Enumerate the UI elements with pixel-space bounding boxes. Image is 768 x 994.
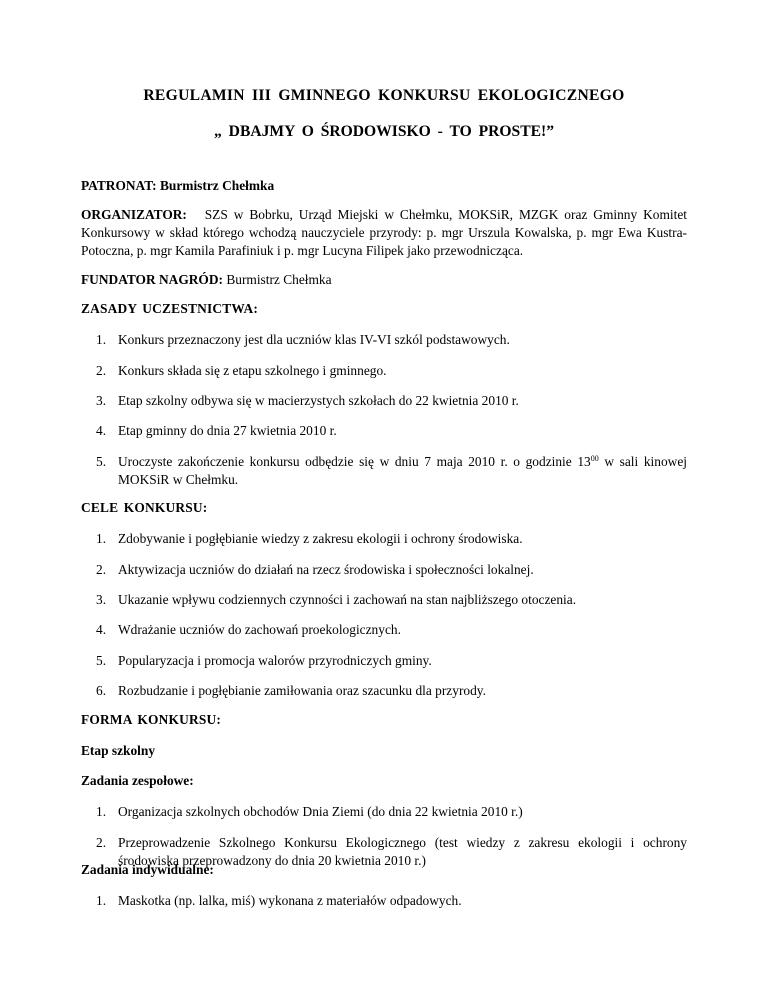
list-number: 2.: [96, 363, 107, 378]
list-number: 4.: [96, 423, 107, 438]
list-text: Rozbudzanie i pogłębianie zamiłowania oraz szacunku dla przyrody.: [118, 683, 486, 698]
organizator-value: SZS w Bobrku, Urząd Miejski w Chełmku, MOKSiR, MZGK oraz Gminny Komitet Konkursowy w skład którego wchodzą nauczyciele przyrody: p. mgr Urszula Kowalska, p. mgr Ewa Kustra-Potoczna, p. mgr Kamila Parafiniuk i p. mgr Lucyna Filipek jako przewodnicząca.: [81, 207, 687, 258]
organizator-paragraph: [81, 206, 687, 260]
patronat-label: PATRONAT:: [81, 178, 157, 193]
list-item: [96, 682, 687, 700]
etap-heading: Etap szkolny: [81, 743, 156, 758]
list-text: Przeprowadzenie Szkolnego Konkursu Ekologicznego (test wiedzy z zakresu ekologii i ochrony środowiska przeprowadzony do dnia 20 kwietnia 2010 r.): [118, 835, 687, 868]
time-superscript: 00: [590, 454, 599, 463]
list-number: 3.: [96, 393, 107, 408]
list-item: [96, 621, 687, 639]
fundator-line: [81, 271, 687, 289]
list-item: [96, 362, 687, 380]
indywidualne-heading: Zadania indywidualne:: [81, 862, 214, 877]
zespolowe-heading: Zadania zespołowe:: [81, 773, 194, 788]
list-text: Maskotka (np. lalka, miś) wykonana z materiałów odpadowych.: [118, 893, 462, 908]
list-number: 5.: [96, 454, 107, 469]
list-number: 1.: [96, 332, 107, 347]
list-item: [96, 892, 687, 910]
list-number: 1.: [96, 804, 107, 819]
list-text: Ukazanie wpływu codziennych czynności i zachowań na stan najbliższego otoczenia.: [118, 592, 577, 607]
list-item: [96, 331, 687, 349]
list-number: 2.: [96, 835, 107, 850]
list-text: Konkurs przeznaczony jest dla uczniów klas IV-VI szkól podstawowych.: [118, 332, 510, 347]
list-text: Etap gminny do dnia 27 kwietnia 2010 r.: [118, 423, 337, 438]
list-text: Aktywizacja uczniów do działań na rzecz środowiska i społeczności lokalnej.: [118, 562, 534, 577]
list-item: [96, 803, 687, 821]
fundator-value: Burmistrz Chełmka: [222, 272, 332, 287]
list-item: [96, 652, 687, 670]
list-number: 3.: [96, 592, 107, 607]
list-number: 6.: [96, 683, 107, 698]
list-text: Organizacja szkolnych obchodów Dnia Ziemi (do dnia 22 kwietnia 2010 r.): [118, 804, 523, 819]
zasady-heading: ZASADY UCZESTNICTWA:: [81, 301, 259, 316]
patronat-line: [81, 177, 687, 195]
document-title: REGULAMIN III GMINNEGO KONKURSU EKOLOGICZNEGO: [143, 87, 625, 104]
list-text: Popularyzacja i promocja walorów przyrodniczych gminy.: [118, 653, 432, 668]
list-text: Wdrażanie uczniów do zachowań proekologicznych.: [118, 622, 401, 637]
list-text: Etap szkolny odbywa się w macierzystych szkołach do 22 kwietnia 2010 r.: [118, 393, 519, 408]
list-item: [96, 422, 687, 440]
list-text: Konkurs składa się z etapu szkolnego i gminnego.: [118, 363, 387, 378]
list-item: [96, 392, 687, 410]
list-item: [96, 561, 687, 579]
list-number: 5.: [96, 653, 107, 668]
list-number: 4.: [96, 622, 107, 637]
forma-heading: FORMA KONKURSU:: [81, 712, 222, 727]
list-item: [96, 591, 687, 609]
list-number: 2.: [96, 562, 107, 577]
list-text: Zdobywanie i pogłębianie wiedzy z zakresu ekologii i ochrony środowiska.: [118, 531, 523, 546]
document-subtitle: „ DBAJMY O ŚRODOWISKO - TO PROSTE!”: [213, 123, 555, 140]
cele-heading: CELE KONKURSU:: [81, 500, 208, 515]
fundator-label: FUNDATOR NAGRÓD:: [81, 272, 223, 287]
list-item: [96, 453, 687, 489]
organizator-label: ORGANIZATOR:: [81, 207, 187, 222]
list-text: Uroczyste zakończenie konkursu odbędzie się w dniu 7 maja 2010 r. o godzinie 13: [118, 454, 591, 469]
list-number: 1.: [96, 893, 107, 908]
list-number: 1.: [96, 531, 107, 546]
list-text: w sali kinowej MOKSiR w Chełmku.: [118, 454, 687, 487]
patronat-value: Burmistrz Chełmka: [156, 178, 275, 193]
list-item: [96, 530, 687, 548]
